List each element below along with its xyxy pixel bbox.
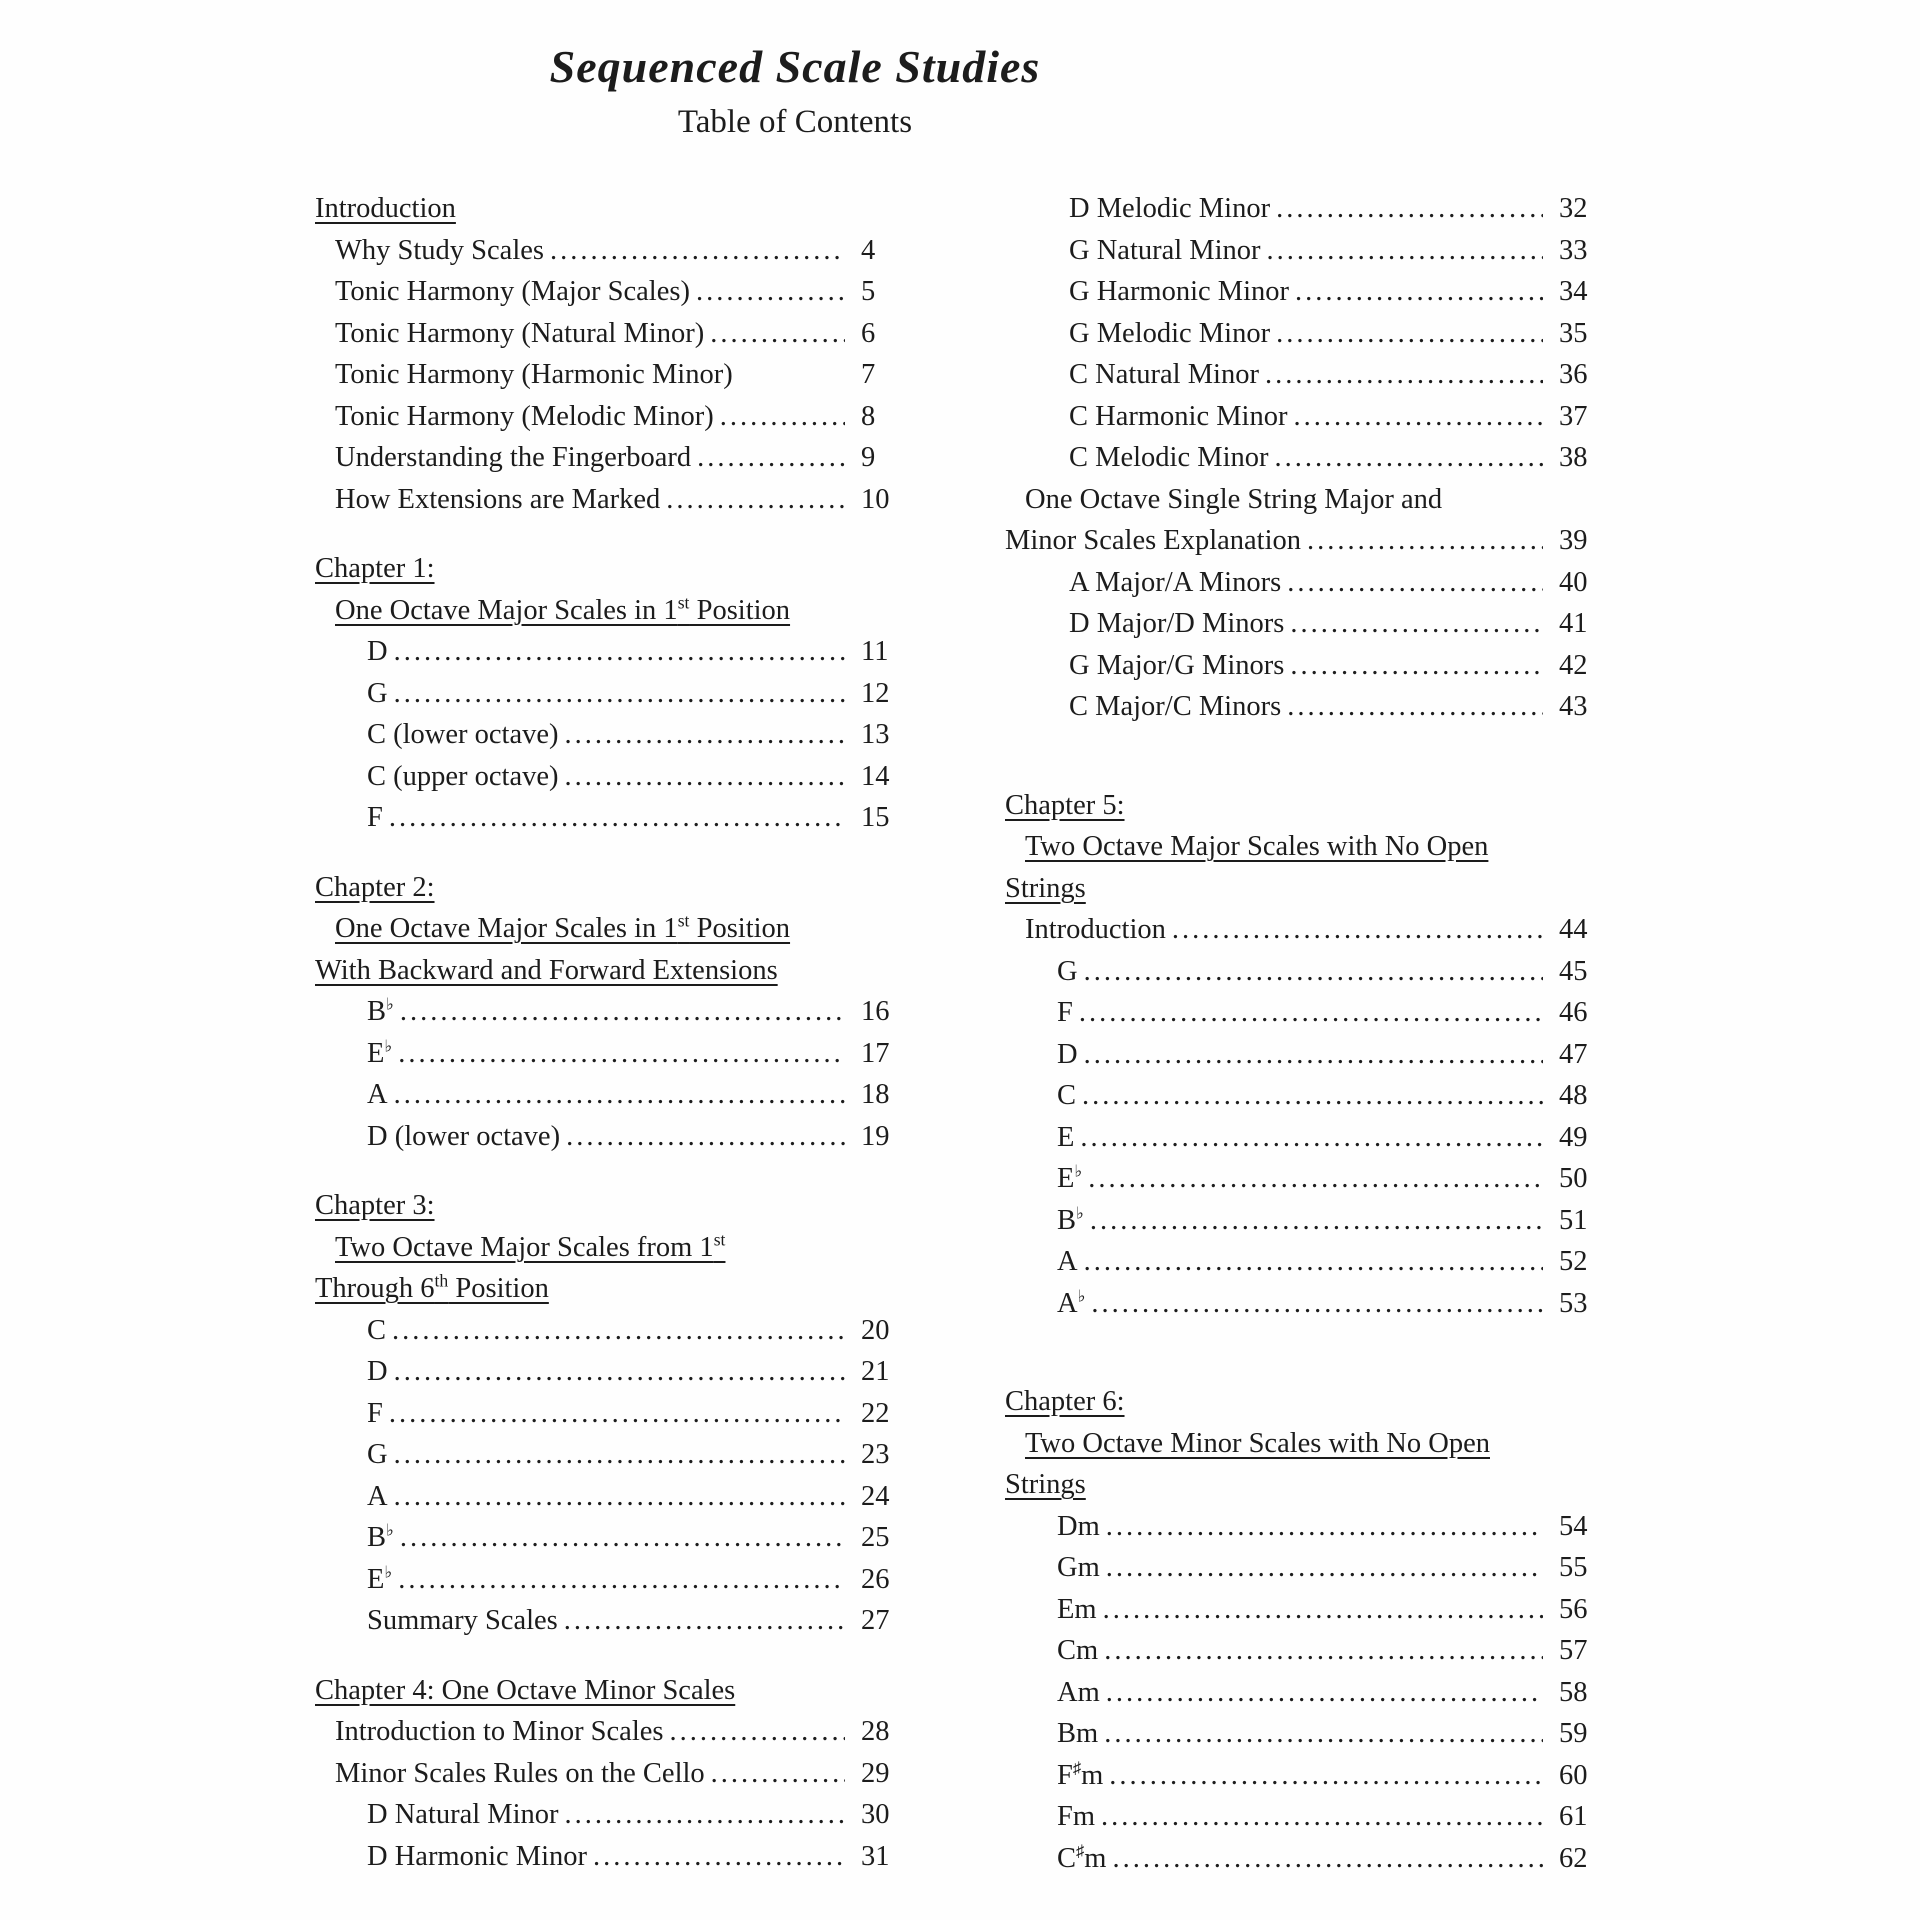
toc-entry xyxy=(315,756,907,798)
dot-leader xyxy=(1106,1672,1543,1714)
entry-label: F xyxy=(1057,997,1073,1028)
dot-leader xyxy=(394,673,845,715)
section-heading: Strings xyxy=(1005,872,1086,904)
page-number: 11 xyxy=(861,636,889,667)
toc-entry xyxy=(1005,1838,1605,1880)
page-number: 8 xyxy=(861,400,876,432)
toc-entry xyxy=(1005,1158,1605,1200)
page-number: 13 xyxy=(861,719,890,750)
toc-entry xyxy=(1005,1506,1605,1548)
entry-label: One Octave Single String Major and xyxy=(1025,483,1443,515)
dot-leader xyxy=(1090,1200,1543,1242)
toc-section xyxy=(1005,188,1605,728)
page-number: 48 xyxy=(1559,1080,1588,1111)
dot-leader xyxy=(1082,1075,1543,1117)
dot-leader xyxy=(593,1836,845,1878)
dot-leader xyxy=(398,1559,845,1601)
toc-entry xyxy=(315,1794,907,1836)
page-number: 30 xyxy=(861,1799,890,1830)
toc-entry xyxy=(315,1033,907,1075)
toc-section xyxy=(315,1670,907,1878)
entry-label: Gm xyxy=(1057,1552,1100,1583)
toc-column-right xyxy=(1005,188,1605,1879)
page-number: 59 xyxy=(1559,1718,1588,1749)
page-number: 29 xyxy=(861,1757,890,1789)
page-number: 41 xyxy=(1559,608,1588,639)
entry-label: A xyxy=(367,1480,388,1512)
entry-label: D (lower octave) xyxy=(367,1120,561,1152)
section-heading: With Backward and Forward Extensions xyxy=(315,954,778,986)
toc-entry xyxy=(315,354,907,396)
entry-label: Bm xyxy=(1057,1718,1099,1749)
dot-leader xyxy=(1295,271,1543,313)
toc-section xyxy=(315,548,907,839)
toc-entry xyxy=(315,1559,907,1601)
entry-label: C (lower octave) xyxy=(367,719,559,750)
dot-leader xyxy=(394,1434,845,1476)
section-heading: Chapter 5: xyxy=(1005,789,1125,821)
entry-label: G Major/G Minors xyxy=(1069,649,1285,681)
page-number: 23 xyxy=(861,1439,890,1470)
dot-leader xyxy=(1091,1283,1543,1325)
page-number: 10 xyxy=(861,483,890,515)
page-number: 28 xyxy=(861,1716,890,1747)
entry-label: A xyxy=(367,1079,388,1110)
section-heading: Chapter 2: xyxy=(315,871,435,903)
entry-label: C Harmonic Minor xyxy=(1069,400,1288,432)
dot-leader xyxy=(1287,562,1543,604)
dot-leader xyxy=(566,1116,845,1158)
toc-entry xyxy=(315,673,907,715)
dot-leader xyxy=(565,756,846,798)
page-number: 9 xyxy=(861,442,876,473)
page-number: 45 xyxy=(1559,955,1588,987)
entry-label: Tonic Harmony (Natural Minor) xyxy=(335,317,705,349)
page-number: 46 xyxy=(1559,997,1588,1028)
dot-leader xyxy=(394,1351,845,1393)
page-number: 35 xyxy=(1559,317,1588,349)
book-title: Sequenced Scale Studies xyxy=(549,41,1041,92)
toc-entry xyxy=(315,313,907,355)
dot-leader xyxy=(394,1476,845,1518)
toc-entry xyxy=(1005,437,1605,479)
toc-entry xyxy=(1005,188,1605,230)
dot-leader xyxy=(1287,686,1543,728)
dot-leader xyxy=(720,396,845,438)
toc-entry xyxy=(1005,313,1605,355)
entry-label: B♭ xyxy=(367,1520,394,1553)
section-heading: One Octave Major Scales in 1st Position xyxy=(335,910,791,944)
dot-leader xyxy=(710,313,845,355)
toc-section xyxy=(315,1185,907,1642)
dot-leader xyxy=(1106,1547,1543,1589)
entry-label: E♭ xyxy=(367,1562,393,1595)
entry-label: A Major/A Minors xyxy=(1069,566,1282,598)
page-number: 18 xyxy=(861,1079,890,1110)
page-number: 54 xyxy=(1559,1510,1588,1542)
dot-leader xyxy=(394,631,845,673)
page-number: 6 xyxy=(861,317,876,349)
entry-label: Cm xyxy=(1057,1635,1099,1666)
entry-label: F xyxy=(367,802,383,833)
page-number: 14 xyxy=(861,760,890,792)
toc-entry xyxy=(315,437,907,479)
page-number: 61 xyxy=(1559,1801,1588,1832)
page-number: 47 xyxy=(1559,1038,1588,1070)
section-heading: Two Octave Major Scales from 1st xyxy=(335,1229,726,1263)
dot-leader xyxy=(1079,992,1543,1034)
entry-label: Dm xyxy=(1057,1510,1100,1542)
toc-entry xyxy=(1005,562,1605,604)
entry-label: B♭ xyxy=(367,994,394,1027)
page-number: 39 xyxy=(1559,525,1588,556)
dot-leader xyxy=(1104,1713,1543,1755)
page-number: 33 xyxy=(1559,234,1588,266)
entry-label: F xyxy=(367,1397,383,1429)
toc-entry xyxy=(1005,992,1605,1034)
toc-section xyxy=(315,188,907,520)
page-number: 27 xyxy=(861,1605,890,1636)
toc-entry xyxy=(1005,354,1605,396)
section-heading: Through 6th Position xyxy=(315,1270,549,1304)
entry-label: Minor Scales Rules on the Cello xyxy=(335,1757,705,1789)
toc-entry xyxy=(315,1074,907,1116)
toc-entry xyxy=(1005,230,1605,272)
page-number: 15 xyxy=(861,802,890,833)
entry-label: Tonic Harmony (Melodic Minor) xyxy=(335,400,714,432)
dot-leader xyxy=(565,1794,845,1836)
page-number: 37 xyxy=(1559,400,1588,432)
toc-entry xyxy=(315,230,907,272)
toc-section xyxy=(1005,785,1605,1325)
toc-entry xyxy=(1005,396,1605,438)
toc-entry xyxy=(1005,1117,1605,1159)
entry-label: Am xyxy=(1057,1676,1100,1708)
toc-entry xyxy=(1005,951,1605,993)
entry-label: D Melodic Minor xyxy=(1069,193,1271,224)
toc-entry xyxy=(1005,603,1605,645)
entry-label: Summary Scales xyxy=(367,1605,558,1636)
page-number: 57 xyxy=(1559,1635,1588,1666)
toc-entry xyxy=(1005,645,1605,687)
section-heading: Chapter 4: One Octave Minor Scales xyxy=(315,1674,736,1706)
toc-entry xyxy=(1005,1200,1605,1242)
dot-leader xyxy=(1103,1589,1543,1631)
entry-label: D Major/D Minors xyxy=(1069,608,1285,639)
dot-leader xyxy=(1276,313,1543,355)
page-number: 58 xyxy=(1559,1676,1588,1708)
entry-label: D xyxy=(367,1356,388,1387)
entry-label: C Natural Minor xyxy=(1069,359,1259,390)
entry-label: F♯m xyxy=(1057,1758,1104,1791)
entry-label: D Natural Minor xyxy=(367,1799,559,1830)
dot-leader xyxy=(564,1600,845,1642)
toc-entry xyxy=(1005,1630,1605,1672)
dot-leader xyxy=(1290,645,1543,687)
toc-entry xyxy=(315,1711,907,1753)
toc-entry xyxy=(315,396,907,438)
toc-entry xyxy=(1005,479,1605,521)
section-heading: Introduction xyxy=(315,193,456,224)
toc-entry xyxy=(315,714,907,756)
entry-label: C xyxy=(367,1314,387,1346)
entry-label: A xyxy=(1057,1246,1078,1277)
page-number: 38 xyxy=(1559,442,1588,473)
dot-leader xyxy=(1080,1117,1543,1159)
toc-entry xyxy=(1005,1755,1605,1797)
dot-leader xyxy=(1275,437,1544,479)
page-number: 43 xyxy=(1559,691,1588,722)
toc-entry xyxy=(315,1393,907,1435)
page-number: 4 xyxy=(861,234,876,266)
entry-label: Em xyxy=(1057,1593,1097,1625)
toc-entry xyxy=(1005,1034,1605,1076)
dot-leader xyxy=(394,1074,845,1116)
page-number: 56 xyxy=(1559,1593,1588,1625)
toc-entry xyxy=(1005,1796,1605,1838)
dot-leader xyxy=(398,1033,845,1075)
page-number: 50 xyxy=(1559,1163,1588,1194)
entry-label: G xyxy=(1057,955,1078,987)
toc-entry xyxy=(315,271,907,313)
entry-label: C Major/C Minors xyxy=(1069,691,1282,722)
page-number: 25 xyxy=(861,1522,890,1553)
page-number: 31 xyxy=(861,1840,890,1872)
toc-entry xyxy=(1005,686,1605,728)
page-number: 42 xyxy=(1559,649,1588,681)
entry-label: E xyxy=(1057,1121,1075,1153)
section-heading: One Octave Major Scales in 1st Position xyxy=(335,592,791,626)
page-number: 49 xyxy=(1559,1121,1588,1153)
dot-leader xyxy=(550,230,845,272)
entry-label: Minor Scales Explanation xyxy=(1005,525,1302,556)
toc-entry xyxy=(1005,909,1605,951)
page-number: 22 xyxy=(861,1397,890,1429)
toc-section xyxy=(315,867,907,1158)
entry-label: Introduction xyxy=(1025,914,1166,945)
page-number: 24 xyxy=(861,1480,890,1512)
entry-label: G xyxy=(367,677,388,709)
entry-label: Why Study Scales xyxy=(335,234,544,266)
toc-entry xyxy=(315,1476,907,1518)
toc-entry xyxy=(1005,1547,1605,1589)
entry-label: C xyxy=(1057,1080,1077,1111)
page-number: 32 xyxy=(1559,193,1588,224)
toc-entry xyxy=(1005,1589,1605,1631)
section-heading: Strings xyxy=(1005,1469,1086,1500)
dot-leader xyxy=(1307,520,1543,562)
toc-entry xyxy=(315,1517,907,1559)
page-number: 52 xyxy=(1559,1246,1588,1277)
entry-label: B♭ xyxy=(1057,1203,1084,1236)
page-number: 26 xyxy=(861,1563,890,1595)
page-number: 5 xyxy=(861,276,876,307)
dot-leader xyxy=(1104,1630,1543,1672)
page-number: 17 xyxy=(861,1037,890,1069)
entry-label: G Natural Minor xyxy=(1069,234,1261,266)
entry-label: Tonic Harmony (Major Scales) xyxy=(335,276,690,307)
entry-label: Understanding the Fingerboard xyxy=(335,442,692,473)
entry-label: E♭ xyxy=(1057,1161,1083,1194)
page-number: 12 xyxy=(861,677,890,709)
page-number: 55 xyxy=(1559,1552,1588,1583)
dot-leader xyxy=(1276,188,1543,230)
dot-leader xyxy=(400,991,845,1033)
toc-entry xyxy=(315,797,907,839)
section-heading: Chapter 3: xyxy=(315,1190,435,1221)
dot-leader xyxy=(565,714,846,756)
section-heading: Two Octave Minor Scales with No Open xyxy=(1025,1427,1490,1459)
dot-leader xyxy=(696,271,845,313)
entry-label: Introduction to Minor Scales xyxy=(335,1716,664,1747)
toc-entry xyxy=(315,1753,907,1795)
dot-leader xyxy=(1109,1755,1543,1797)
toc-entry xyxy=(315,631,907,673)
dot-leader xyxy=(389,797,845,839)
dot-leader xyxy=(392,1310,845,1352)
dot-leader xyxy=(1088,1158,1543,1200)
page-number: 16 xyxy=(861,996,890,1027)
toc-entry xyxy=(1005,1713,1605,1755)
entry-label: D Harmonic Minor xyxy=(367,1840,588,1872)
toc-entry xyxy=(1005,1241,1605,1283)
section-heading: Chapter 1: xyxy=(315,553,435,584)
toc-entry xyxy=(315,1351,907,1393)
page-number: 36 xyxy=(1559,359,1588,390)
toc-entry xyxy=(1005,1075,1605,1117)
page-title: Table of Contents xyxy=(677,104,913,140)
dot-leader xyxy=(1084,1034,1543,1076)
toc-entry xyxy=(315,991,907,1033)
dot-leader xyxy=(400,1517,845,1559)
dot-leader xyxy=(1293,396,1543,438)
entry-label: C Melodic Minor xyxy=(1069,442,1269,473)
dot-leader xyxy=(1267,230,1543,272)
page-number: 44 xyxy=(1559,914,1588,945)
page-number: 34 xyxy=(1559,276,1588,307)
toc-entry xyxy=(1005,1283,1605,1325)
dot-leader xyxy=(1084,1241,1543,1283)
toc-entry xyxy=(1005,520,1605,562)
entry-label: D xyxy=(367,636,388,667)
toc-entry xyxy=(315,1434,907,1476)
entry-label: D xyxy=(1057,1038,1078,1070)
entry-label: G Harmonic Minor xyxy=(1069,276,1290,307)
dot-leader xyxy=(389,1393,845,1435)
toc-section xyxy=(1005,1381,1605,1879)
page-number: 60 xyxy=(1559,1759,1588,1791)
dot-leader xyxy=(666,479,845,521)
entry-label: G Melodic Minor xyxy=(1069,317,1271,349)
toc-entry xyxy=(315,1310,907,1352)
page-number: 19 xyxy=(861,1120,890,1152)
entry-label: G xyxy=(367,1439,388,1470)
toc-entry xyxy=(315,479,907,521)
toc-entry xyxy=(1005,1672,1605,1714)
entry-label: Tonic Harmony (Harmonic Minor) xyxy=(335,359,733,390)
dot-leader xyxy=(1106,1506,1543,1548)
entry-label: E♭ xyxy=(367,1036,393,1069)
entry-label: How Extensions are Marked xyxy=(335,483,661,515)
dot-leader xyxy=(1084,951,1543,993)
dot-leader xyxy=(670,1711,846,1753)
entry-label: Fm xyxy=(1057,1801,1096,1832)
dot-leader xyxy=(1290,603,1543,645)
entry-label: A♭ xyxy=(1057,1286,1086,1319)
dot-leader xyxy=(1172,909,1543,951)
toc-entry xyxy=(315,1836,907,1878)
page-number: 62 xyxy=(1559,1842,1588,1874)
page-number: 40 xyxy=(1559,566,1588,598)
toc-column-left xyxy=(315,188,907,1877)
entry-label: C♯m xyxy=(1057,1841,1107,1874)
dot-leader xyxy=(1101,1796,1543,1838)
page-number: 7 xyxy=(861,359,876,390)
dot-leader xyxy=(1265,354,1543,396)
dot-leader xyxy=(697,437,845,479)
page-number: 51 xyxy=(1559,1204,1588,1236)
page-number: 20 xyxy=(861,1314,890,1346)
toc-entry xyxy=(315,1116,907,1158)
toc-entry xyxy=(315,1600,907,1642)
section-heading: Chapter 6: xyxy=(1005,1386,1125,1417)
entry-label: C (upper octave) xyxy=(367,760,559,792)
page-number: 53 xyxy=(1559,1287,1588,1319)
toc-entry xyxy=(1005,271,1605,313)
page-number: 21 xyxy=(861,1356,890,1387)
dot-leader xyxy=(1112,1838,1543,1880)
section-heading: Two Octave Major Scales with No Open xyxy=(1025,831,1489,862)
dot-leader xyxy=(711,1753,845,1795)
